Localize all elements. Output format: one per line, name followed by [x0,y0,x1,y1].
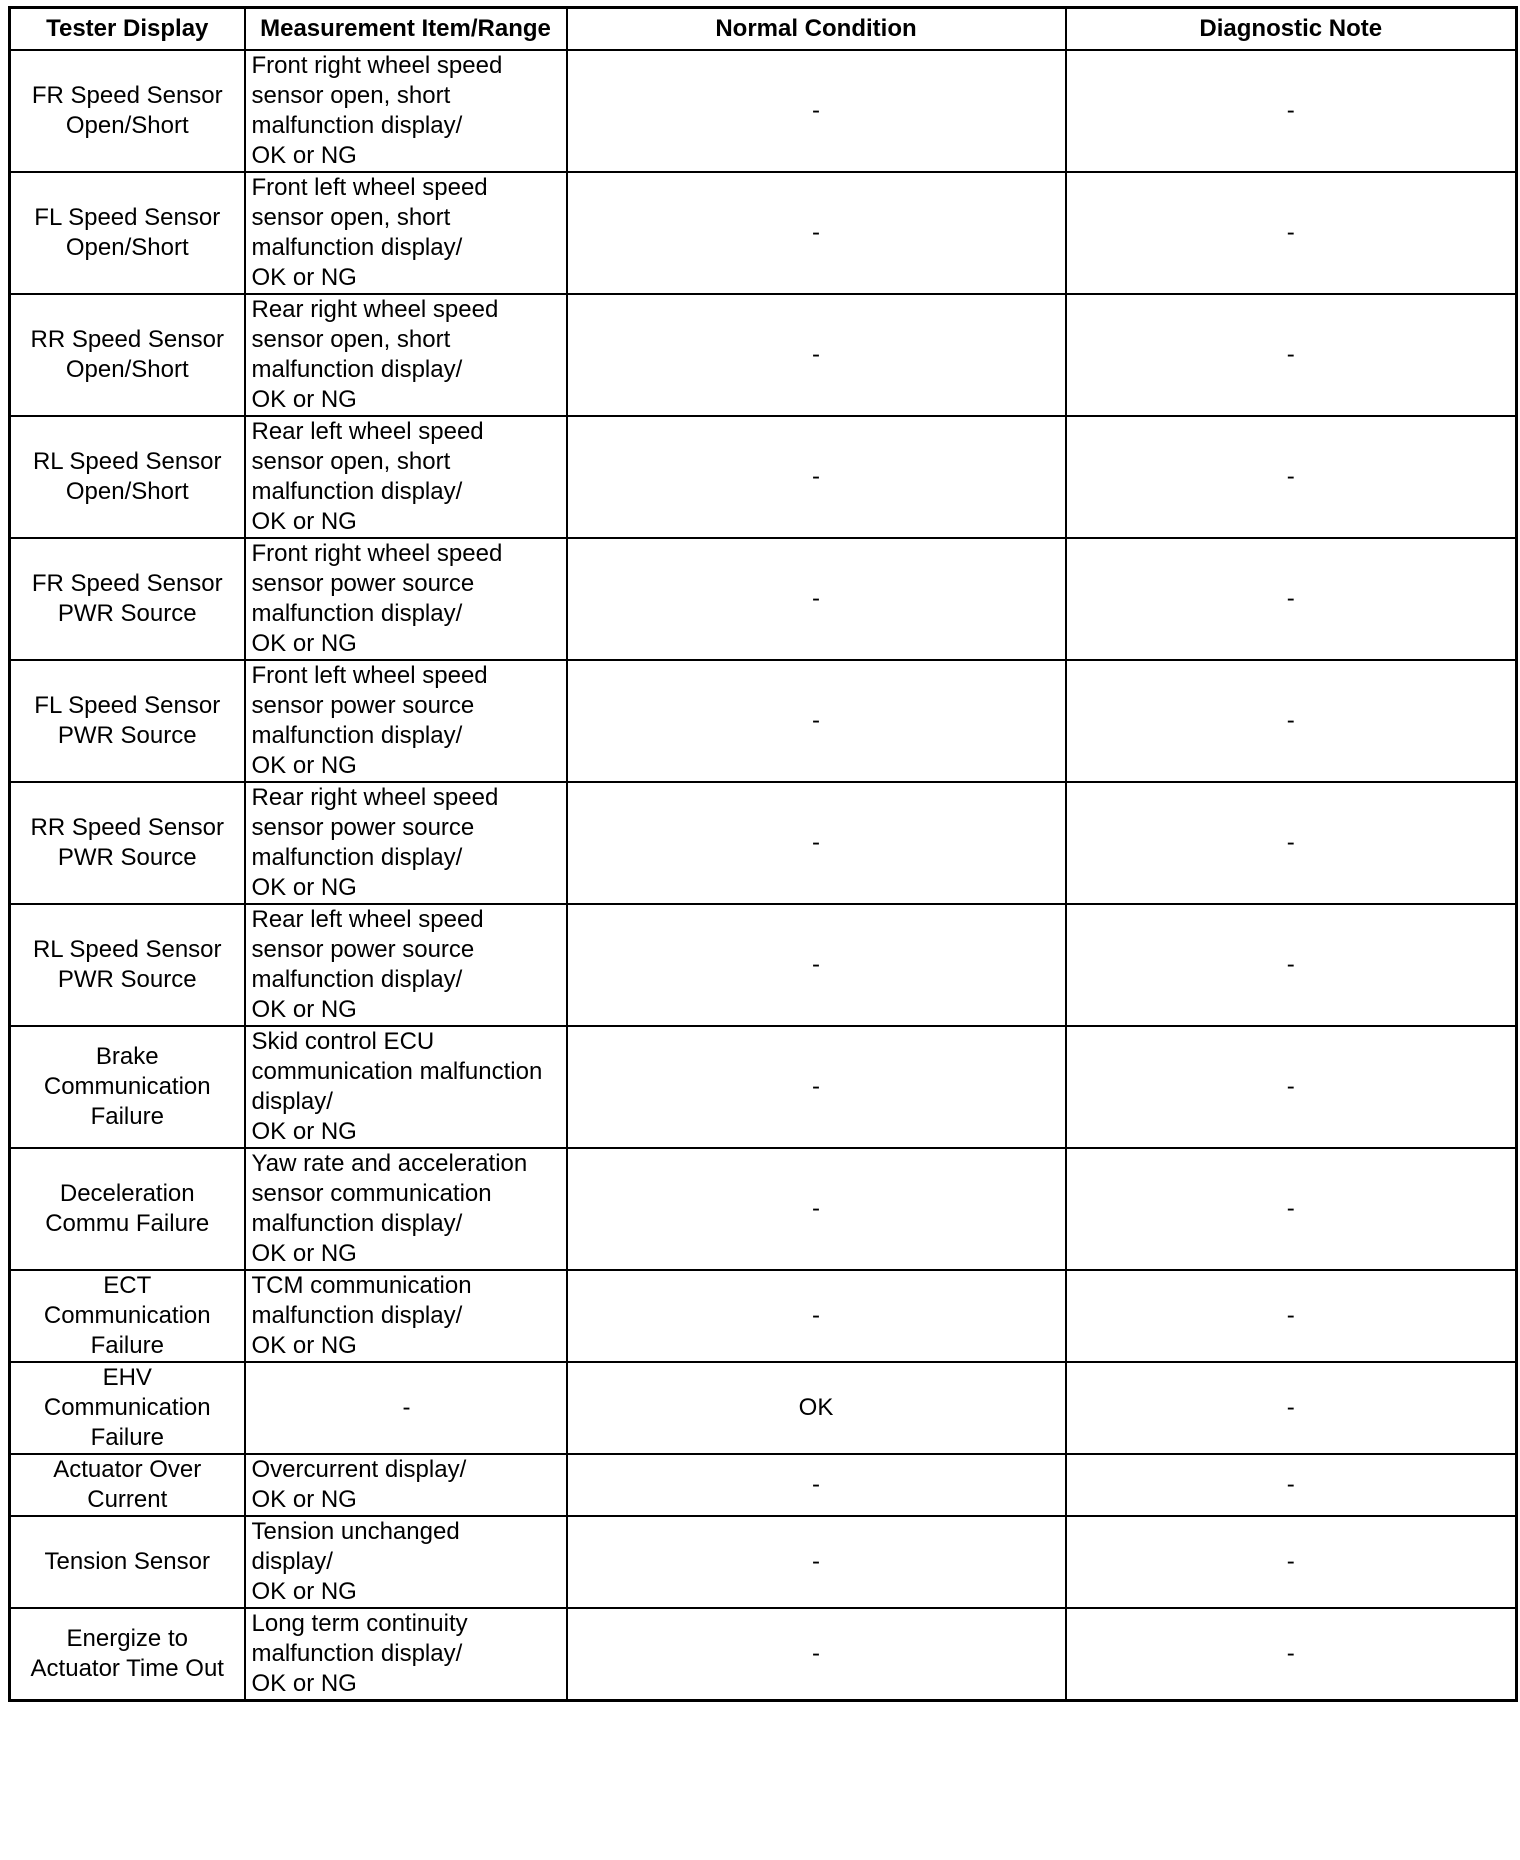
measurement-item-cell-line: malfunction display/ [251,1302,463,1329]
table-row [10,1026,1517,1148]
measurement-item-cell-line: sensor open, short [251,82,451,109]
diagnostic-note-cell: - [1066,904,1517,1026]
measurement-item-cell-line: OK or NG [251,1578,357,1605]
measurement-item-cell-line: sensor open, short [251,326,451,353]
measurement-item-cell-line: OK or NG [251,1486,357,1513]
measurement-item-cell [245,1026,567,1148]
tester-display-cell-line: RR Speed Sensor [30,326,224,353]
table-row [10,782,1517,904]
tester-display-cell-line: PWR Source [57,722,197,749]
table-row [10,660,1517,782]
measurement-item-cell-line: display/ [251,1548,333,1575]
measurement-item-cell-line: Rear right wheel speed [251,296,499,323]
measurement-item-cell-line: Tension unchanged [251,1518,460,1545]
measurement-item-cell-line: Skid control ECU [251,1028,435,1055]
measurement-item-cell-line: malfunction display/ [251,1210,463,1237]
tester-display-cell-line: ECT [103,1272,152,1299]
measurement-item-cell-line: OK or NG [251,386,357,413]
table-row [10,1270,1517,1362]
diagnostic-note-cell: - [1066,416,1517,538]
tester-display-cell-line: Tension Sensor [44,1548,210,1575]
measurement-item-cell-line: Rear left wheel speed [251,906,484,933]
measurement-item-cell [245,50,567,172]
measurement-item-cell-line: malfunction display/ [251,966,463,993]
tester-display-cell-line: Communication [43,1394,211,1421]
normal-condition-cell: - [567,538,1066,660]
diagnostic-note-cell: - [1066,294,1517,416]
measurement-item-cell [245,1148,567,1270]
normal-condition-cell: - [567,782,1066,904]
measurement-item-cell-line: OK or NG [251,1118,357,1145]
diagnostic-note-cell: - [1066,1270,1517,1362]
tester-display-cell-line: FR Speed Sensor [31,82,223,109]
normal-condition-cell: - [567,1026,1066,1148]
diagnostic-note-cell: - [1066,660,1517,782]
data-list-sheet [8,6,1518,1702]
measurement-item-cell [245,904,567,1026]
measurement-item-cell-line: Overcurrent display/ [251,1456,467,1483]
measurement-item-cell-line: Rear right wheel speed [251,784,499,811]
measurement-item-cell [245,1454,567,1516]
measurement-item-cell-line: TCM communication [251,1272,472,1299]
measurement-item-cell-line: sensor open, short [251,448,451,475]
measurement-item-cell-line: malfunction display/ [251,1640,463,1667]
tester-display-cell [10,538,245,660]
diagnostic-note-cell: - [1066,172,1517,294]
measurement-item-cell-line: sensor open, short [251,204,451,231]
tester-display-cell-line: Commu Failure [45,1210,210,1237]
measurement-item-cell [245,1270,567,1362]
table-row [10,1362,1517,1454]
measurement-item-cell [245,416,567,538]
tester-display-cell [10,416,245,538]
normal-condition-cell: - [567,904,1066,1026]
table-row [10,50,1517,172]
tester-display-cell-line: Brake [95,1043,159,1070]
tester-display-cell-line: RR Speed Sensor [30,814,224,841]
measurement-item-cell-line: OK or NG [251,630,357,657]
tester-display-cell-line: FL Speed Sensor [34,692,221,719]
diagnostic-note-cell: - [1066,1148,1517,1270]
measurement-item-cell-line: OK or NG [251,874,357,901]
measurement-item-cell [245,1362,567,1454]
tester-display-cell [10,294,245,416]
measurement-item-cell-line: sensor power source [251,692,475,719]
measurement-item-cell-line: Front right wheel speed [251,52,503,79]
normal-condition-cell: - [567,294,1066,416]
measurement-item-cell-line: malfunction display/ [251,234,463,261]
tester-display-cell [10,782,245,904]
measurement-item-cell-line: Long term continuity [251,1610,468,1637]
tester-display-cell-line: Open/Short [65,478,189,505]
tester-display-cell [10,1454,245,1516]
tester-display-cell-line: RL Speed Sensor [32,448,222,475]
tester-display-cell-line: Open/Short [65,112,189,139]
table-row [10,294,1517,416]
normal-condition-cell: - [567,660,1066,782]
measurement-item-cell-line: - [402,1394,411,1421]
measurement-item-cell-line: OK or NG [251,1332,357,1359]
tester-display-cell [10,1026,245,1148]
measurement-item-cell-line: communication malfunction [251,1058,543,1085]
header-normal-condition: Normal Condition [567,8,1066,51]
tester-display-cell-line: Communication [43,1302,211,1329]
tester-display-cell [10,1516,245,1608]
measurement-item-cell [245,538,567,660]
normal-condition-cell: - [567,1516,1066,1608]
table-row [10,538,1517,660]
tester-display-cell [10,1270,245,1362]
normal-condition-cell: - [567,416,1066,538]
tester-display-cell-line: Actuator Over [53,1456,202,1483]
measurement-item-cell-line: OK or NG [251,264,357,291]
normal-condition-cell: - [567,50,1066,172]
measurement-item-cell-line: malfunction display/ [251,112,463,139]
diagnostic-note-cell: - [1066,1454,1517,1516]
tester-display-cell [10,172,245,294]
tester-data-table [8,6,1518,1702]
diagnostic-note-cell: - [1066,1608,1517,1701]
header-diagnostic-note: Diagnostic Note [1066,8,1517,51]
diagnostic-note-cell: - [1066,782,1517,904]
measurement-item-cell-line: sensor power source [251,570,475,597]
tester-display-cell-line: Actuator Time Out [30,1655,224,1682]
measurement-item-cell-line: OK or NG [251,996,357,1023]
measurement-item-cell-line: sensor power source [251,814,475,841]
measurement-item-cell-line: OK or NG [251,1240,357,1267]
normal-condition-cell: - [567,172,1066,294]
diagnostic-note-cell: - [1066,1026,1517,1148]
table-row [10,416,1517,538]
table-row [10,1148,1517,1270]
measurement-item-cell-line: sensor communication [251,1180,492,1207]
tester-display-cell-line: FL Speed Sensor [34,204,221,231]
tester-display-cell-line: PWR Source [57,844,197,871]
tester-display-cell-line: Failure [90,1332,164,1359]
tester-display-cell [10,1362,245,1454]
measurement-item-cell-line: malfunction display/ [251,478,463,505]
tester-display-cell-line: Energize to [66,1625,188,1652]
header-row [10,8,1517,51]
table-row [10,904,1517,1026]
normal-condition-cell: - [567,1270,1066,1362]
measurement-item-cell-line: Rear left wheel speed [251,418,484,445]
normal-condition-cell: - [567,1454,1066,1516]
measurement-item-cell [245,294,567,416]
measurement-item-cell-line: malfunction display/ [251,600,463,627]
tester-display-cell [10,660,245,782]
diagnostic-note-cell: - [1066,1516,1517,1608]
normal-condition-cell: OK [567,1362,1066,1454]
measurement-item-cell-line: OK or NG [251,752,357,779]
tester-display-cell-line: Failure [90,1103,164,1130]
tester-display-cell [10,50,245,172]
diagnostic-note-cell: - [1066,1362,1517,1454]
table-row [10,1608,1517,1701]
tester-display-cell-line: Deceleration [59,1180,195,1207]
measurement-item-cell [245,1608,567,1701]
tester-display-cell [10,1148,245,1270]
table-row [10,1516,1517,1608]
measurement-item-cell-line: malfunction display/ [251,356,463,383]
measurement-item-cell [245,782,567,904]
tester-display-cell-line: EHV [102,1364,152,1391]
header-measurement-item: Measurement Item/Range [245,8,567,51]
table-row [10,1454,1517,1516]
tester-display-cell-line: Current [87,1486,168,1513]
measurement-item-cell [245,660,567,782]
tester-display-cell-line: Open/Short [65,356,189,383]
measurement-item-cell-line: OK or NG [251,142,357,169]
measurement-item-cell-line: Yaw rate and acceleration [251,1150,528,1177]
tester-display-cell [10,904,245,1026]
measurement-item-cell-line: sensor power source [251,936,475,963]
measurement-item-cell-line: OK or NG [251,1670,357,1697]
tester-display-cell-line: PWR Source [57,600,197,627]
measurement-item-cell-line: Front left wheel speed [251,174,488,201]
tester-display-cell-line: Communication [43,1073,211,1100]
normal-condition-cell: - [567,1148,1066,1270]
tester-display-cell-line: Failure [90,1424,164,1451]
table-row [10,172,1517,294]
tester-display-cell-line: Open/Short [65,234,189,261]
header-tester-display: Tester Display [10,8,245,51]
diagnostic-note-cell: - [1066,538,1517,660]
measurement-item-cell-line: OK or NG [251,508,357,535]
measurement-item-cell-line: malfunction display/ [251,844,463,871]
tester-display-cell-line: RL Speed Sensor [32,936,222,963]
tester-display-cell-line: PWR Source [57,966,197,993]
normal-condition-cell: - [567,1608,1066,1701]
measurement-item-cell [245,172,567,294]
diagnostic-note-cell: - [1066,50,1517,172]
measurement-item-cell-line: malfunction display/ [251,722,463,749]
tester-display-cell-line: FR Speed Sensor [31,570,223,597]
measurement-item-cell-line: Front right wheel speed [251,540,503,567]
measurement-item-cell-line: display/ [251,1088,333,1115]
measurement-item-cell-line: Front left wheel speed [251,662,488,689]
measurement-item-cell [245,1516,567,1608]
table-body [10,50,1517,1701]
tester-display-cell [10,1608,245,1701]
